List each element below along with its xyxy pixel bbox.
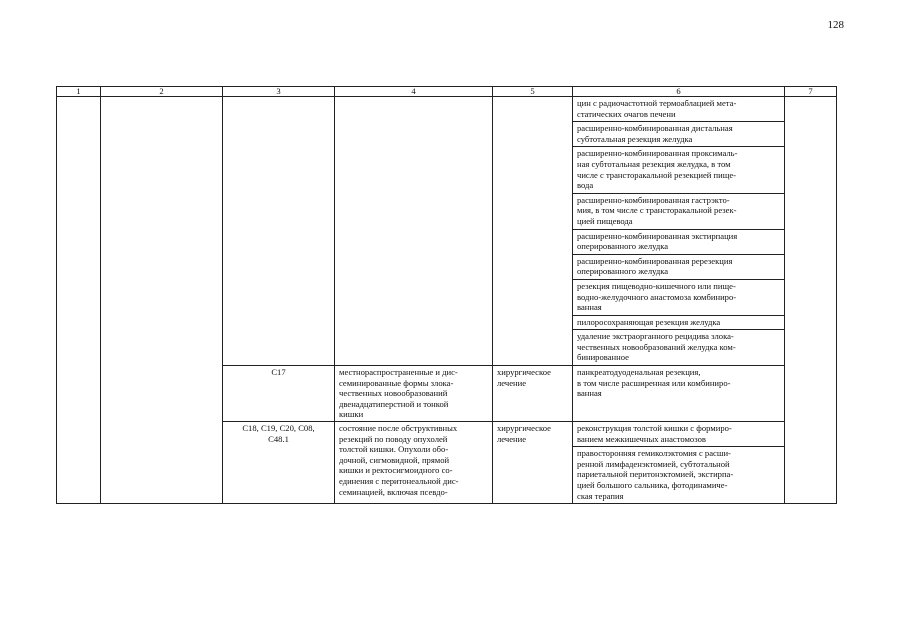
page-number: 128	[827, 19, 844, 31]
method-item: расширенно-комбинированная проксималь- ная субтотальная резекция желудка, в том числе с трансторакальной резекцией пище- вода	[573, 147, 784, 193]
method-item: расширенно-комбинированная экстирпация оперированного желудка	[573, 230, 784, 255]
column-header: 4	[335, 87, 493, 97]
method-item: реконструкция толстой кишки с формиро- ванием межкишечных анастомозов	[573, 422, 784, 447]
table-header-row	[57, 87, 837, 97]
cell-code: C18, C19, C20, C08, C48.1	[223, 422, 335, 504]
cell-description: состояние после обструктивных резекций по поводу опухолей толстой кишки. Опухоли обо- дочной, сигмовидной, прямой кишки и ректосигмоидного со- единения с перитонеальной дис- семинацией, включая псевдо-	[335, 422, 493, 504]
document-table	[56, 86, 837, 504]
cell-treatment: хирургическое лечение	[493, 366, 573, 422]
method-item: цин с радиочастотной термоаблацией мета- статических очагов печени	[573, 97, 784, 122]
cell-treatment: хирургическое лечение	[493, 422, 573, 504]
column-header: 7	[785, 87, 837, 97]
cell-description	[335, 97, 493, 366]
cell-treatment	[493, 97, 573, 366]
column-header: 6	[573, 87, 785, 97]
method-item: резекция пищеводно-кишечного или пище- водно-желудочного анастомоза комбиниро- ванная	[573, 280, 784, 316]
cell-code	[223, 97, 335, 366]
cell-col1	[57, 97, 101, 504]
column-header: 1	[57, 87, 101, 97]
method-item: расширенно-комбинированная дистальная субтотальная резекция желудка	[573, 122, 784, 147]
cell-methods	[573, 366, 785, 422]
cell-methods	[573, 97, 785, 366]
method-item: расширенно-комбинированная ререзекция оперированного желудка	[573, 255, 784, 280]
method-item: пилоросохраняющая резекция желудка	[573, 316, 784, 331]
cell-methods	[573, 422, 785, 504]
cell-col7	[785, 97, 837, 504]
column-header: 2	[101, 87, 223, 97]
cell-col2	[101, 97, 223, 504]
cell-code: C17	[223, 366, 335, 422]
column-header: 3	[223, 87, 335, 97]
method-item: правосторонняя гемиколэктомия с расши- ренной лимфаденэктомией, субтотальной париетальной перитонэктомией, экстирпа- цией большого сальника, фотодинамиче- ская терапия	[577, 448, 734, 501]
table-row	[57, 97, 837, 366]
method-item: панкреатодуоденальная резекция, в том числе расширенная или комбиниро- ванная	[577, 367, 731, 399]
method-item: удаление экстраорганного рецидива злока- чественных новообразований желудка ком- бинированное	[577, 331, 736, 363]
column-header: 5	[493, 87, 573, 97]
cell-description: местнораспространенные и дис- семинированные формы злока- чественных новообразований двенадцатиперстной и тонкой кишки	[335, 366, 493, 422]
method-item: расширенно-комбинированная гастрэкто- мия, в том числе с трансторакальной резек- цией пищевода	[573, 194, 784, 230]
